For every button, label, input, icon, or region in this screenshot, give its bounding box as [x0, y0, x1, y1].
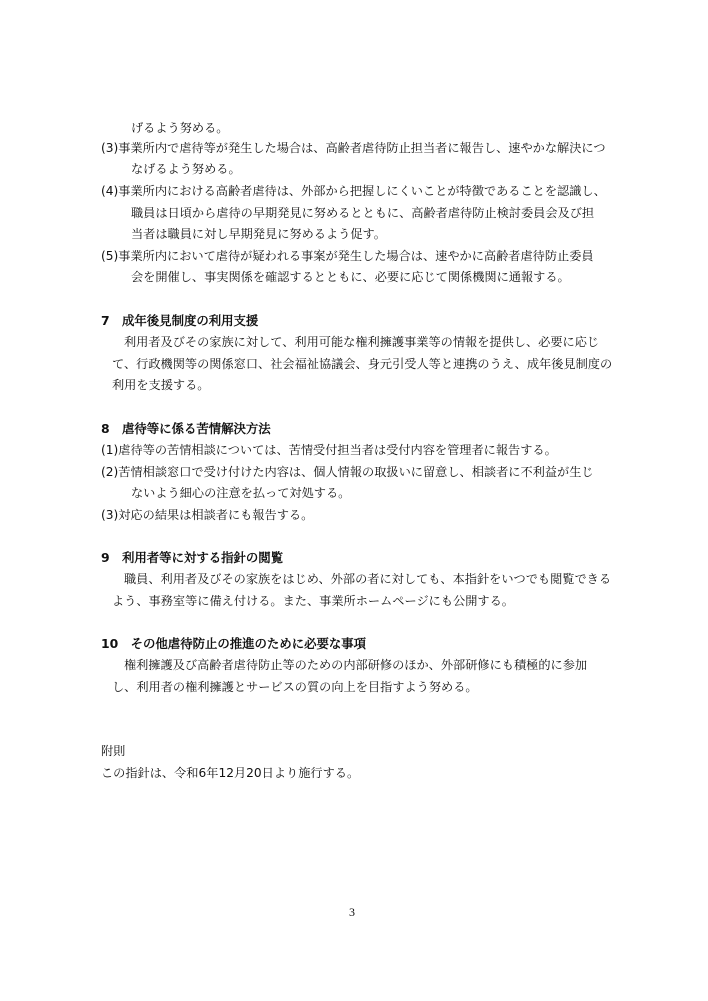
text-line: なげるよう努める。 [131, 162, 241, 176]
text-line: げるよう努める。 [131, 121, 229, 135]
section-10-paragraph: し、利用者の権利擁護とサービスの質の向上を目指すよう努める。 [112, 680, 478, 694]
section-8-item-3: (3)対応の結果は相談者にも報告する。 [101, 508, 314, 522]
supplementary-title: 附則 [101, 744, 126, 758]
supplementary-text: この指針は、令和6年12月20日より施行する。 [101, 766, 360, 780]
page-number: 3 [349, 905, 355, 919]
section-8-item-1: (1)虐待等の苦情相談については、苦情受付担当者は受付内容を管理者に報告する。 [101, 443, 557, 457]
section-8-item-2: (2)苦情相談窓口で受け付けた内容は、個人情報の取扱いに留意し、相談者に不利益が生じ [101, 465, 594, 479]
section-7-paragraph: て、行政機関等の関係窓口、社会福祉協議会、身元引受人等と連携のうえ、成年後見制度の [112, 357, 613, 371]
text-line: 職員は日頃から虐待の早期発見に努めるとともに、高齢者虐待防止検討委員会及び担 [131, 206, 595, 220]
section-7-paragraph: 利用者及びその家族に対して、利用可能な権利擁護事業等の情報を提供し、必要に応じ [124, 335, 600, 349]
section-10-paragraph: 権利擁護及び高齢者虐待防止等のための内部研修のほか、外部研修にも積極的に参加 [124, 658, 588, 672]
section-9-heading: 9 利用者等に対する指針の閲覧 [101, 550, 284, 565]
section-7-paragraph: 利用を支援する。 [112, 378, 210, 392]
text-line: 会を開催し、事実関係を確認するとともに、必要に応じて関係機関に通報する。 [131, 270, 570, 284]
list-item-4: (4)事業所内における高齢者虐待は、外部から把握しにくいことが特徴であることを認識し、 [101, 184, 606, 198]
section-9-paragraph: 職員、利用者及びその家族をはじめ、外部の者に対しても、本指針をいつでも閲覧できる [124, 572, 612, 586]
list-item-3: (3)事業所内で虐待等が発生した場合は、高齢者虐待防止担当者に報告し、速やかな解決につ [101, 141, 606, 155]
section-7-heading: 7 成年後見制度の利用支援 [101, 313, 259, 328]
section-10-heading: 10 その他虐待防止の推進のために必要な事項 [101, 636, 367, 651]
section-9-paragraph: よう、事務室等に備え付ける。また、事業所ホームページにも公開する。 [112, 594, 514, 608]
list-item-5: (5)事業所内において虐待が疑われる事案が発生した場合は、速やかに高齢者虐待防止委員 [101, 249, 594, 263]
text-line: ないよう細心の注意を払って対処する。 [131, 486, 351, 500]
text-line: 当者は職員に対し早期発見に努めるよう促す。 [131, 227, 386, 241]
section-8-heading: 8 虐待等に係る苦情解決方法 [101, 421, 271, 436]
